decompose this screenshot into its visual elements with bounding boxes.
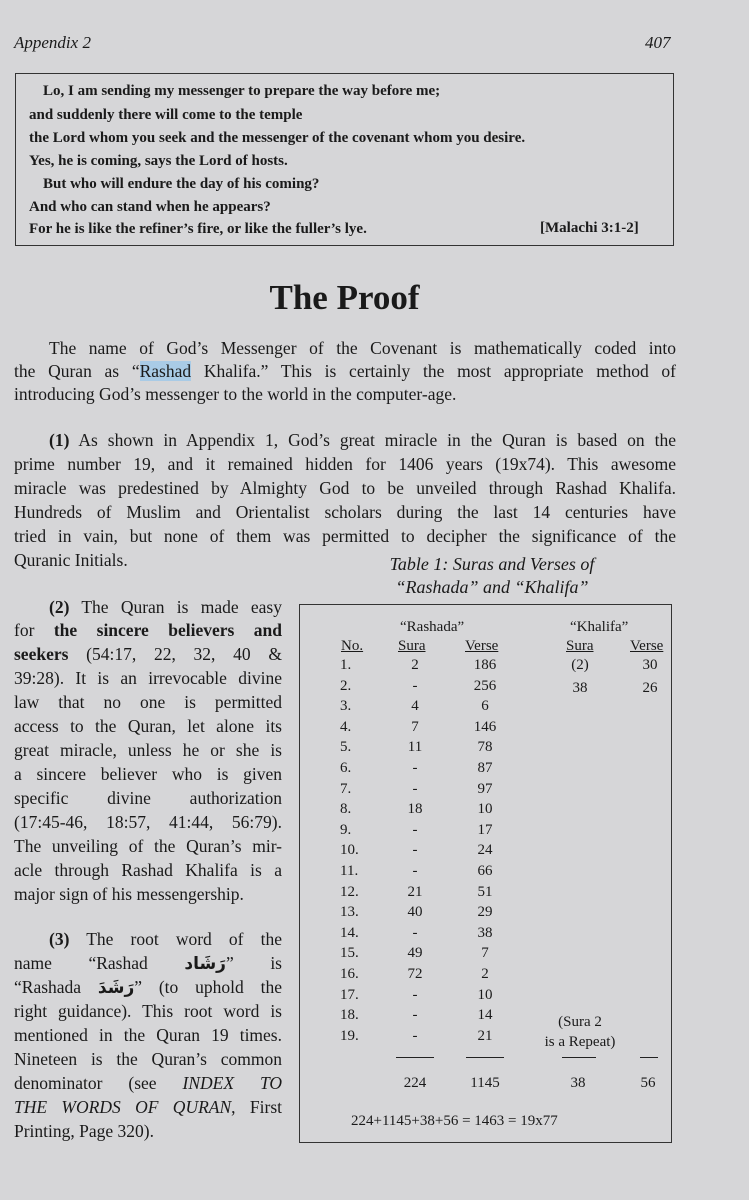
row-number: 3. <box>340 698 352 715</box>
quote-line-4: Yes, he is coming, says the Lord of hosts. <box>29 153 288 169</box>
total-rashada-sura: 224 <box>403 1075 427 1091</box>
highlighted-word: Rashad <box>139 361 192 381</box>
quote-reference: [Malachi 3:1-2] <box>540 220 639 236</box>
running-header-section: Appendix 2 <box>14 33 91 52</box>
rashada-sura-cell: 11 <box>407 739 423 756</box>
rashada-verse-cell: 24 <box>477 842 493 859</box>
page-number: 407 <box>645 33 671 52</box>
rashada-verse-cell: 14 <box>477 1007 493 1024</box>
intro-line-2: the Quran as “Rashad Khalifa.” This is certainly the most appropriate method of <box>14 361 676 381</box>
table-caption-line-2: “Rashada” and “Khalifa” <box>395 577 589 597</box>
row-number: 2. <box>340 677 352 694</box>
quote-line-3: the Lord whom you seek and the messenger of the covenant whom you desire. <box>29 130 526 146</box>
rashada-verse-cell: 78 <box>477 739 493 756</box>
p1-line-2: prime number 19, and it remained hidden for 1406 years (19x74). This awesome <box>14 454 676 474</box>
quote-line-1: Lo, I am sending my messenger to prepare the way before me; <box>43 83 441 99</box>
p2-line-10: (17:45-46, 18:57, 41:44, 56:79). <box>14 812 282 832</box>
p2-line-13: major sign of his messengership. <box>14 884 244 904</box>
rashada-sura-cell: - <box>412 821 418 838</box>
rashada-sura-cell: 2 <box>411 657 419 673</box>
total-khalifa-verse: 56 <box>640 1075 656 1091</box>
rashada-verse-cell: 21 <box>477 1027 493 1044</box>
khalifa-sura-1: (2) <box>571 657 589 673</box>
group-header-khalifa: “Khalifa” <box>570 619 629 635</box>
khalifa-sura-2: 38 <box>572 680 588 696</box>
p2-line-2: for the sincere believers and <box>14 620 282 640</box>
quote-line-6: And who can stand when he appears? <box>29 199 271 215</box>
rashada-sura-cell: 7 <box>411 718 419 735</box>
rashada-verse-cell: 29 <box>477 904 493 921</box>
arabic-word-rashada: رَشَدَ <box>97 978 135 998</box>
p3-line-6: Nineteen is the Quran’s common <box>14 1049 282 1069</box>
p3-line-8: THE WORDS OF QURAN, First <box>14 1097 282 1117</box>
p3-line-2: name “Rashad رَشَاد” is <box>14 953 282 974</box>
rashada-sura-cell: 49 <box>407 945 423 962</box>
rashada-verse-cell: 2 <box>481 966 489 982</box>
row-number: 16. <box>340 966 359 982</box>
row-number: 17. <box>340 986 359 1003</box>
intro-line-3: introducing God’s messenger to the world in the computer-age. <box>14 384 457 404</box>
col-header-rashada-sura: Sura <box>398 638 426 654</box>
col-header-no: No. <box>341 638 364 654</box>
p2-line-11: The unveiling of the Quran’s mir- <box>14 836 282 856</box>
rashada-verse-cell: 10 <box>477 801 493 818</box>
table-caption-line-1: Table 1: Suras and Verses of <box>389 554 595 574</box>
row-number: 15. <box>340 945 359 962</box>
rashada-sura-cell: 40 <box>407 904 423 921</box>
group-header-rashada: “Rashada” <box>400 619 465 635</box>
row-number: 5. <box>340 739 352 756</box>
rashada-verse-cell: 38 <box>477 924 493 941</box>
rashada-sura-cell: - <box>412 986 418 1003</box>
p3-line-1: (3) The root word of the <box>49 929 282 949</box>
total-rashada-verse: 1145 <box>470 1075 500 1091</box>
rashada-verse-cell: 66 <box>477 863 493 879</box>
col-header-khalifa-sura: Sura <box>566 638 594 654</box>
row-number: 7. <box>340 780 352 797</box>
rashada-sura-cell: - <box>412 924 418 941</box>
col-header-khalifa-verse: Verse <box>630 638 664 654</box>
p3-line-3: “Rashada رَشَدَ” (to uphold the <box>14 977 282 998</box>
rashada-sura-cell: - <box>412 863 418 879</box>
p2-line-6: access to the Quran, let alone its <box>14 716 282 736</box>
p2-line-4: 39:28). It is an irrevocable divine <box>14 668 282 688</box>
rashada-verse-cell: 146 <box>473 718 497 735</box>
p1-line-3: miracle was predestined by Almighty God to be unveiled through Rashad Khalifa. <box>14 478 676 498</box>
rashada-verse-cell: 256 <box>473 677 497 694</box>
row-number: 10. <box>340 842 359 859</box>
sum-formula: 224+1145+38+56 = 1463 = 19x77 <box>351 1113 558 1129</box>
row-number: 18. <box>340 1007 359 1024</box>
p1-line-6: Quranic Initials. <box>14 550 128 570</box>
p2-line-1: (2) The Quran is made easy <box>49 597 282 617</box>
intro-line-1: The name of God’s Messenger of the Covenant is mathematically coded into <box>49 338 676 358</box>
row-number: 8. <box>340 801 352 818</box>
p2-line-7: great miracle, unless he or she is <box>14 740 282 760</box>
p2-line-3: seekers (54:17, 22, 32, 40 & <box>14 644 282 664</box>
repeat-note-line-2: is a Repeat) <box>544 1034 616 1050</box>
p1-line-1: (1) As shown in Appendix 1, God’s great miracle in the Quran is based on the <box>49 430 676 450</box>
col-header-rashada-verse: Verse <box>465 638 499 654</box>
row-number: 4. <box>340 718 352 735</box>
rashada-verse-cell: 87 <box>477 760 493 776</box>
p2-line-9: specific divine authorization <box>14 788 282 808</box>
rashada-verse-cell: 6 <box>481 698 489 715</box>
rashada-verse-cell: 97 <box>477 780 493 797</box>
row-number: 19. <box>340 1027 359 1044</box>
p3-line-5: mentioned in the Quran 19 times. <box>14 1025 282 1045</box>
rashada-sura-cell: - <box>412 1007 418 1024</box>
khalifa-verse-1: 30 <box>642 657 658 673</box>
total-rule-1 <box>396 1057 434 1058</box>
rashada-sura-cell: 18 <box>407 801 423 818</box>
quote-line-2: and suddenly there will come to the temple <box>29 107 303 123</box>
total-rule-2 <box>466 1057 504 1058</box>
p2-line-5: law that no one is permitted <box>14 692 282 712</box>
row-number: 11. <box>340 863 359 879</box>
total-rule-3 <box>562 1057 596 1058</box>
p2-line-8: a sincere believer who is given <box>14 764 282 784</box>
rashada-verse-cell: 186 <box>473 657 497 673</box>
rashada-sura-cell: - <box>412 842 418 859</box>
khalifa-verse-2: 26 <box>642 680 658 696</box>
p2-line-12: acle through Rashad Khalifa is a <box>14 860 282 880</box>
row-number: 13. <box>340 904 359 921</box>
arabic-word-rashad: رَشَاد <box>184 954 226 974</box>
p1-line-4: Hundreds of Muslim and Orientalist scholars during the last 14 centuries have <box>14 502 676 522</box>
rashada-sura-cell: - <box>412 780 418 797</box>
rashada-verse-cell: 51 <box>477 883 493 900</box>
total-rule-4 <box>640 1057 658 1058</box>
rashada-sura-cell: - <box>412 760 418 776</box>
p3-line-4: right guidance). This root word is <box>14 1001 282 1021</box>
quote-line-7: For he is like the refiner’s fire, or like the fuller’s lye. <box>29 221 367 237</box>
p3-line-9: Printing, Page 320). <box>14 1121 154 1141</box>
row-number: 9. <box>340 821 352 838</box>
rashada-verse-cell: 10 <box>477 986 493 1003</box>
rashada-sura-cell: 21 <box>407 883 423 900</box>
row-number: 12. <box>340 883 359 900</box>
rashada-verse-cell: 17 <box>477 821 493 838</box>
rashada-sura-cell: 72 <box>407 966 423 982</box>
row-number: 6. <box>340 760 352 776</box>
total-khalifa-sura: 38 <box>570 1075 586 1091</box>
row-number: 14. <box>340 924 359 941</box>
page-title: The Proof <box>269 278 420 317</box>
rashada-sura-cell: 4 <box>411 698 419 715</box>
p1-line-5: tried in vain, but none of them was permitted to decipher the significance of the <box>14 526 676 546</box>
p3-line-7: denominator (see INDEX TO <box>14 1073 283 1093</box>
rashada-sura-cell: - <box>412 1027 418 1044</box>
row-number: 1. <box>340 657 352 673</box>
quote-line-5: But who will endure the day of his coming? <box>43 176 320 192</box>
rashada-sura-cell: - <box>412 677 418 694</box>
repeat-note-line-1: (Sura 2 <box>558 1014 602 1030</box>
rashada-verse-cell: 7 <box>481 945 489 962</box>
